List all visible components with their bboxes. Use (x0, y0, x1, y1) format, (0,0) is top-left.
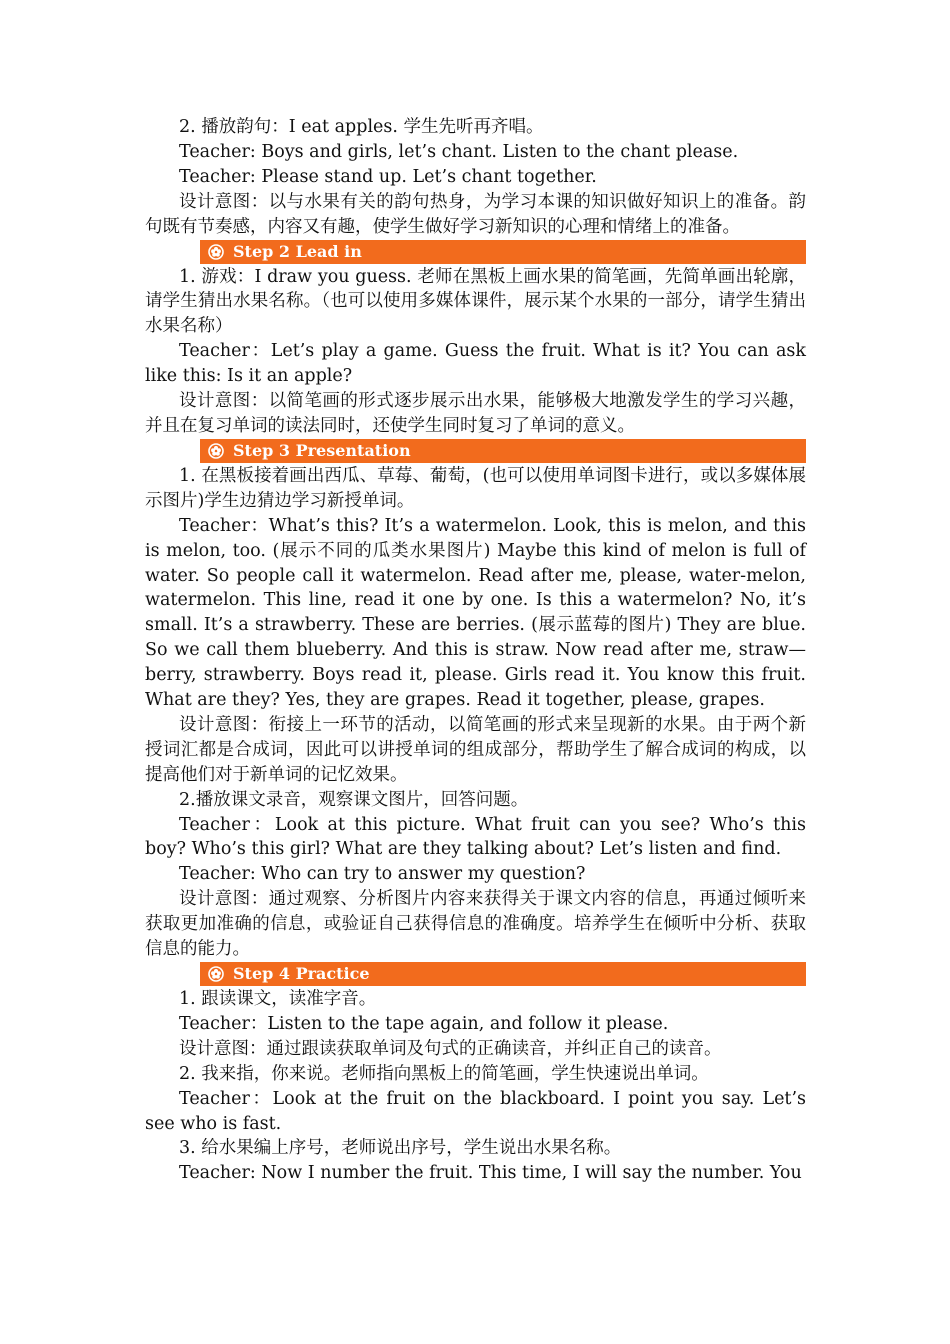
flower-circle-icon (203, 962, 229, 986)
step-4-heading-bar (200, 962, 806, 986)
paragraph: 设计意图：衔接上一环节的活动，以简笔画的形式来呈现新的水果。由于两个新授词汇都是合成词，因此可以讲授单词的组成部分，帮助学生了解合成词的构成，以提高他们对于新单词的记忆效果。 (145, 714, 806, 785)
paragraph: 3. 给水果编上序号，老师说出序号，学生说出水果名称。 (179, 1138, 622, 1159)
document-body (145, 115, 806, 1186)
paragraph: 1. 游戏：I draw you guess. 老师在黑板上画水果的简笔画，先简单画出轮廓，请学生猜出水果名称。（也可以使用多媒体课件，展示某个水果的一部分，请学生猜出水果名称） (145, 266, 806, 337)
paragraph: Teacher: Who can try to answer my question? (179, 864, 586, 885)
paragraph: 1. 在黑板接着画出西瓜、草莓、葡萄，(也可以使用单词图卡进行，或以多媒体展示图片)学生边猜边学习新授单词。 (145, 465, 806, 511)
step-2-heading-bar (200, 240, 806, 264)
paragraph: Teacher: Boys and girls, let’s chant. Listen to the chant please. (179, 141, 739, 162)
paragraph: 设计意图：通过观察、分析图片内容来获得关于课文内容的信息，再通过倾听来获取更加准确的信息，或验证自己获得信息的准确度。培养学生在倾听中分析、获取信息的能力。 (145, 889, 806, 960)
paragraph: 1. 跟读课文，读准字音。 (179, 989, 377, 1009)
flower-circle-icon (203, 439, 229, 463)
paragraph: Teacher: Please stand up. Let’s chant together. (179, 166, 597, 187)
step-3-heading-bar (200, 439, 806, 463)
paragraph: Teacher：Listen to the tape again, and follow it please. (179, 1013, 669, 1034)
paragraph: 设计意图：通过跟读获取单词及句式的正确读音，并纠正自己的读音。 (179, 1038, 722, 1059)
flower-circle-icon (203, 240, 229, 264)
paragraph: Teacher：Look at the fruit on the blackboard. I point you say. Let’s see who is fast. (145, 1088, 806, 1134)
paragraph: 设计意图：以简笔画的形式逐步展示出水果，能够极大地激发学生的学习兴趣，并且在复习单词的读法同时，还使学生同时复习了单词的意义。 (145, 391, 806, 436)
paragraph: Teacher：Look at this picture. What fruit can you see? Who’s this boy? Who’s this girl? What are they talking about? Let’s listen and find. (145, 814, 806, 860)
step-2-title: Step 2 Lead in (233, 241, 362, 261)
paragraph: 2.播放课文录音，观察课文图片，回答问题。 (179, 789, 529, 810)
paragraph: Teacher：Let’s play a game. Guess the fruit. What is it? You can ask like this: Is it an apple? (145, 341, 806, 387)
paragraph: 2. 播放韵句：I eat apples. 学生先听再齐唱。 (179, 117, 544, 137)
step-4-title: Step 4 Practice (233, 964, 370, 983)
paragraph: 设计意图：以与水果有关的韵句热身，为学习本课的知识做好知识上的准备。韵句既有节奏感，内容又有趣，使学生做好学习新知识的心理和情绪上的准备。 (145, 191, 806, 237)
step-3-title: Step 3 Presentation (233, 440, 411, 460)
paragraph: 2. 我来指，你来说。老师指向黑板上的简笔画，学生快速说出单词。 (179, 1063, 709, 1084)
paragraph: Teacher：What’s this? It’s a watermelon. Look, this is melon, and this is melon, too. (展示不同的瓜类水果图片) Maybe this kind of melon is full of water. So people call it watermelon. Read after me, please, water-melon, watermelon. This line, read it one by one. Is this a watermelon? No, it’s small. It’s a strawberry. These are berries. (展示蓝莓的图片) They are blue. So we call them blueberry. And this is straw. Now read after me, straw—berry, strawberry. Boys read it, please. Girls read it. You know this fruit. What are they? Yes, they are grapes. Read it together, please, grapes. (145, 515, 806, 711)
paragraph: Teacher: Now I number the fruit. This time, I will say the number. You (179, 1163, 802, 1184)
